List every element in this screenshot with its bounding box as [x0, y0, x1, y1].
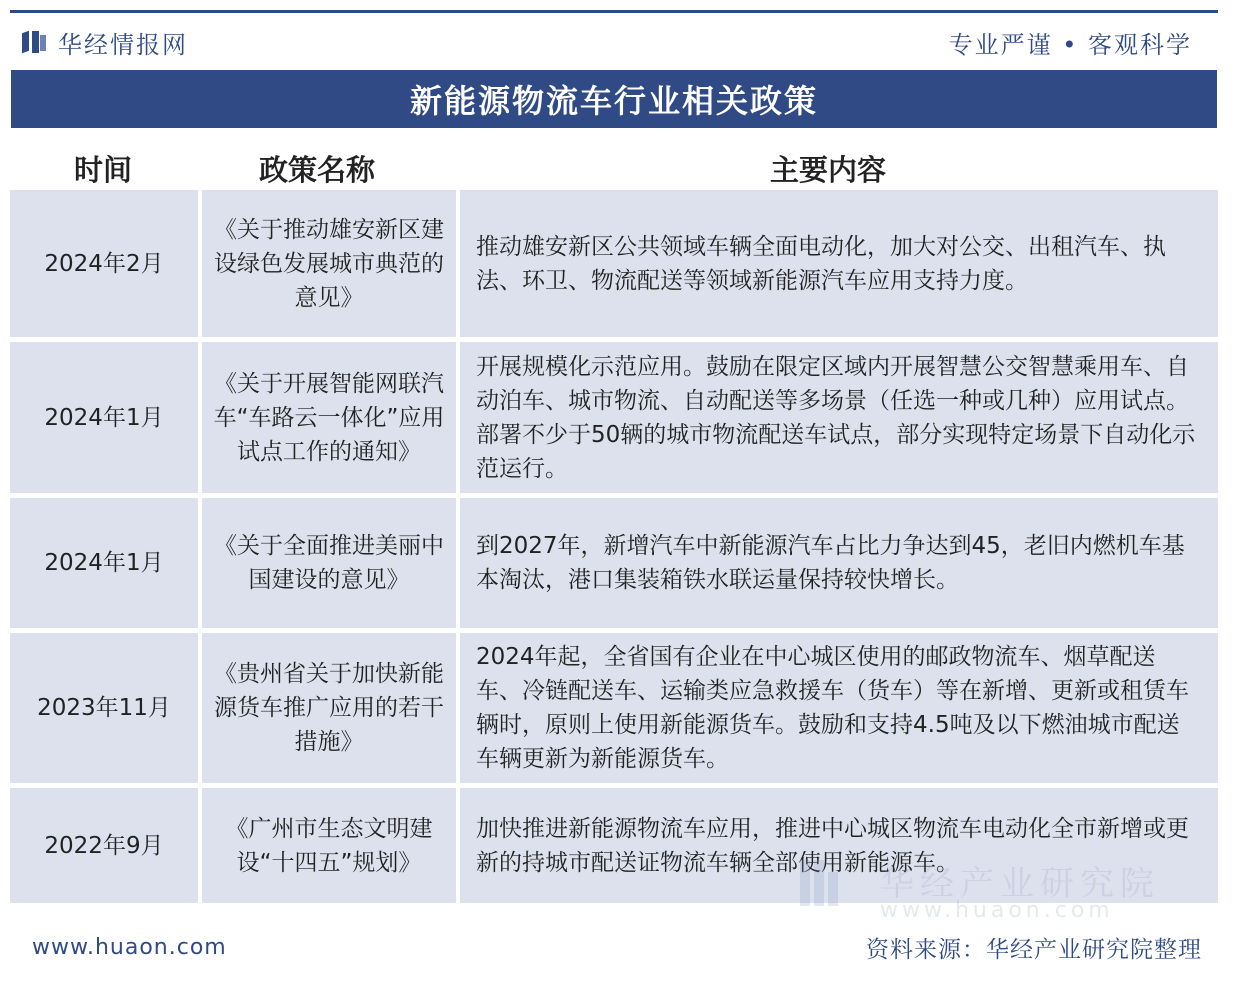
cell-policy-name: 《贵州省关于加快新能源货车推广应用的若干措施》 — [202, 633, 460, 788]
cell-content: 2024年起，全省国有企业在中心城区使用的邮政物流车、烟草配送车、冷链配送车、运输类应急救援车（货车）等在新增、更新或租赁车辆时，原则上使用新能源货车。鼓励和支持4.5吨及以下燃油城市配送车辆更新为新能源货车。 — [460, 633, 1218, 788]
watermark-text: 华经产业研究院 — [880, 864, 1160, 904]
cell-policy-name: 《关于推动雄安新区建设绿色发展城市典范的意见》 — [202, 190, 460, 342]
table-row — [10, 498, 1218, 633]
cell-policy-name: 《广州市生态文明建设“十四五”规划》 — [202, 788, 460, 908]
cell-content: 到2027年，新增汽车中新能源汽车占比力争达到45，老旧内燃机车基本淘汰，港口集装箱铁水联运量保持较快增长。 — [460, 498, 1218, 633]
footer-url-link[interactable]: www.huaon.com — [32, 934, 227, 960]
table-row — [10, 342, 1218, 498]
watermark-url: www.huaon.com — [880, 898, 1114, 923]
page-footer — [32, 930, 1202, 964]
column-header-content: 主要内容 — [769, 152, 886, 187]
slogan: 专业严谨 • 客观科学 — [948, 30, 1192, 59]
cell-time: 2024年1月 — [10, 342, 202, 498]
cell-content: 开展规模化示范应用。鼓励在限定区域内开展智慧公交智慧乘用车、自动泊车、城市物流、自动配送等多场景（任选一种或几种）应用试点。部署不少于50辆的城市物流配送车试点，部分实现特定场景下自动化示范运行。 — [460, 342, 1218, 498]
cell-time: 2024年2月 — [10, 190, 202, 342]
brand-name: 华经情报网 — [58, 30, 188, 59]
cell-time: 2023年11月 — [10, 633, 202, 788]
cell-policy-name: 《关于全面推进美丽中国建设的意见》 — [202, 498, 460, 633]
cell-time: 2024年1月 — [10, 498, 202, 633]
source-note: 资料来源：华经产业研究院整理 — [866, 936, 1202, 963]
table-row — [10, 190, 1218, 342]
policy-table — [10, 190, 1218, 908]
cell-content: 推动雄安新区公共领域车辆全面电动化，加大对公交、出租汽车、执法、环卫、物流配送等领域新能源汽车应用支持力度。 — [460, 190, 1218, 342]
column-header-time: 时间 — [73, 152, 132, 187]
column-header-policy-name: 政策名称 — [258, 152, 375, 187]
page-header — [20, 24, 1216, 60]
huajing-logo-icon — [20, 29, 48, 55]
cell-time: 2022年9月 — [10, 788, 202, 908]
table-row — [10, 788, 1218, 908]
cell-policy-name: 《关于开展智能网联汽车“车路云一体化”应用试点工作的通知》 — [202, 342, 460, 498]
title-bar — [11, 70, 1217, 128]
page-title: 新能源物流车行业相关政策 — [409, 82, 818, 120]
brand[interactable] — [20, 25, 188, 60]
table-row — [10, 633, 1218, 788]
cell-content: 加快推进新能源物流车应用，推进中心城区物流车电动化全市新增或更新的持城市配送证物流车辆全部使用新能源车。 — [460, 788, 1218, 908]
